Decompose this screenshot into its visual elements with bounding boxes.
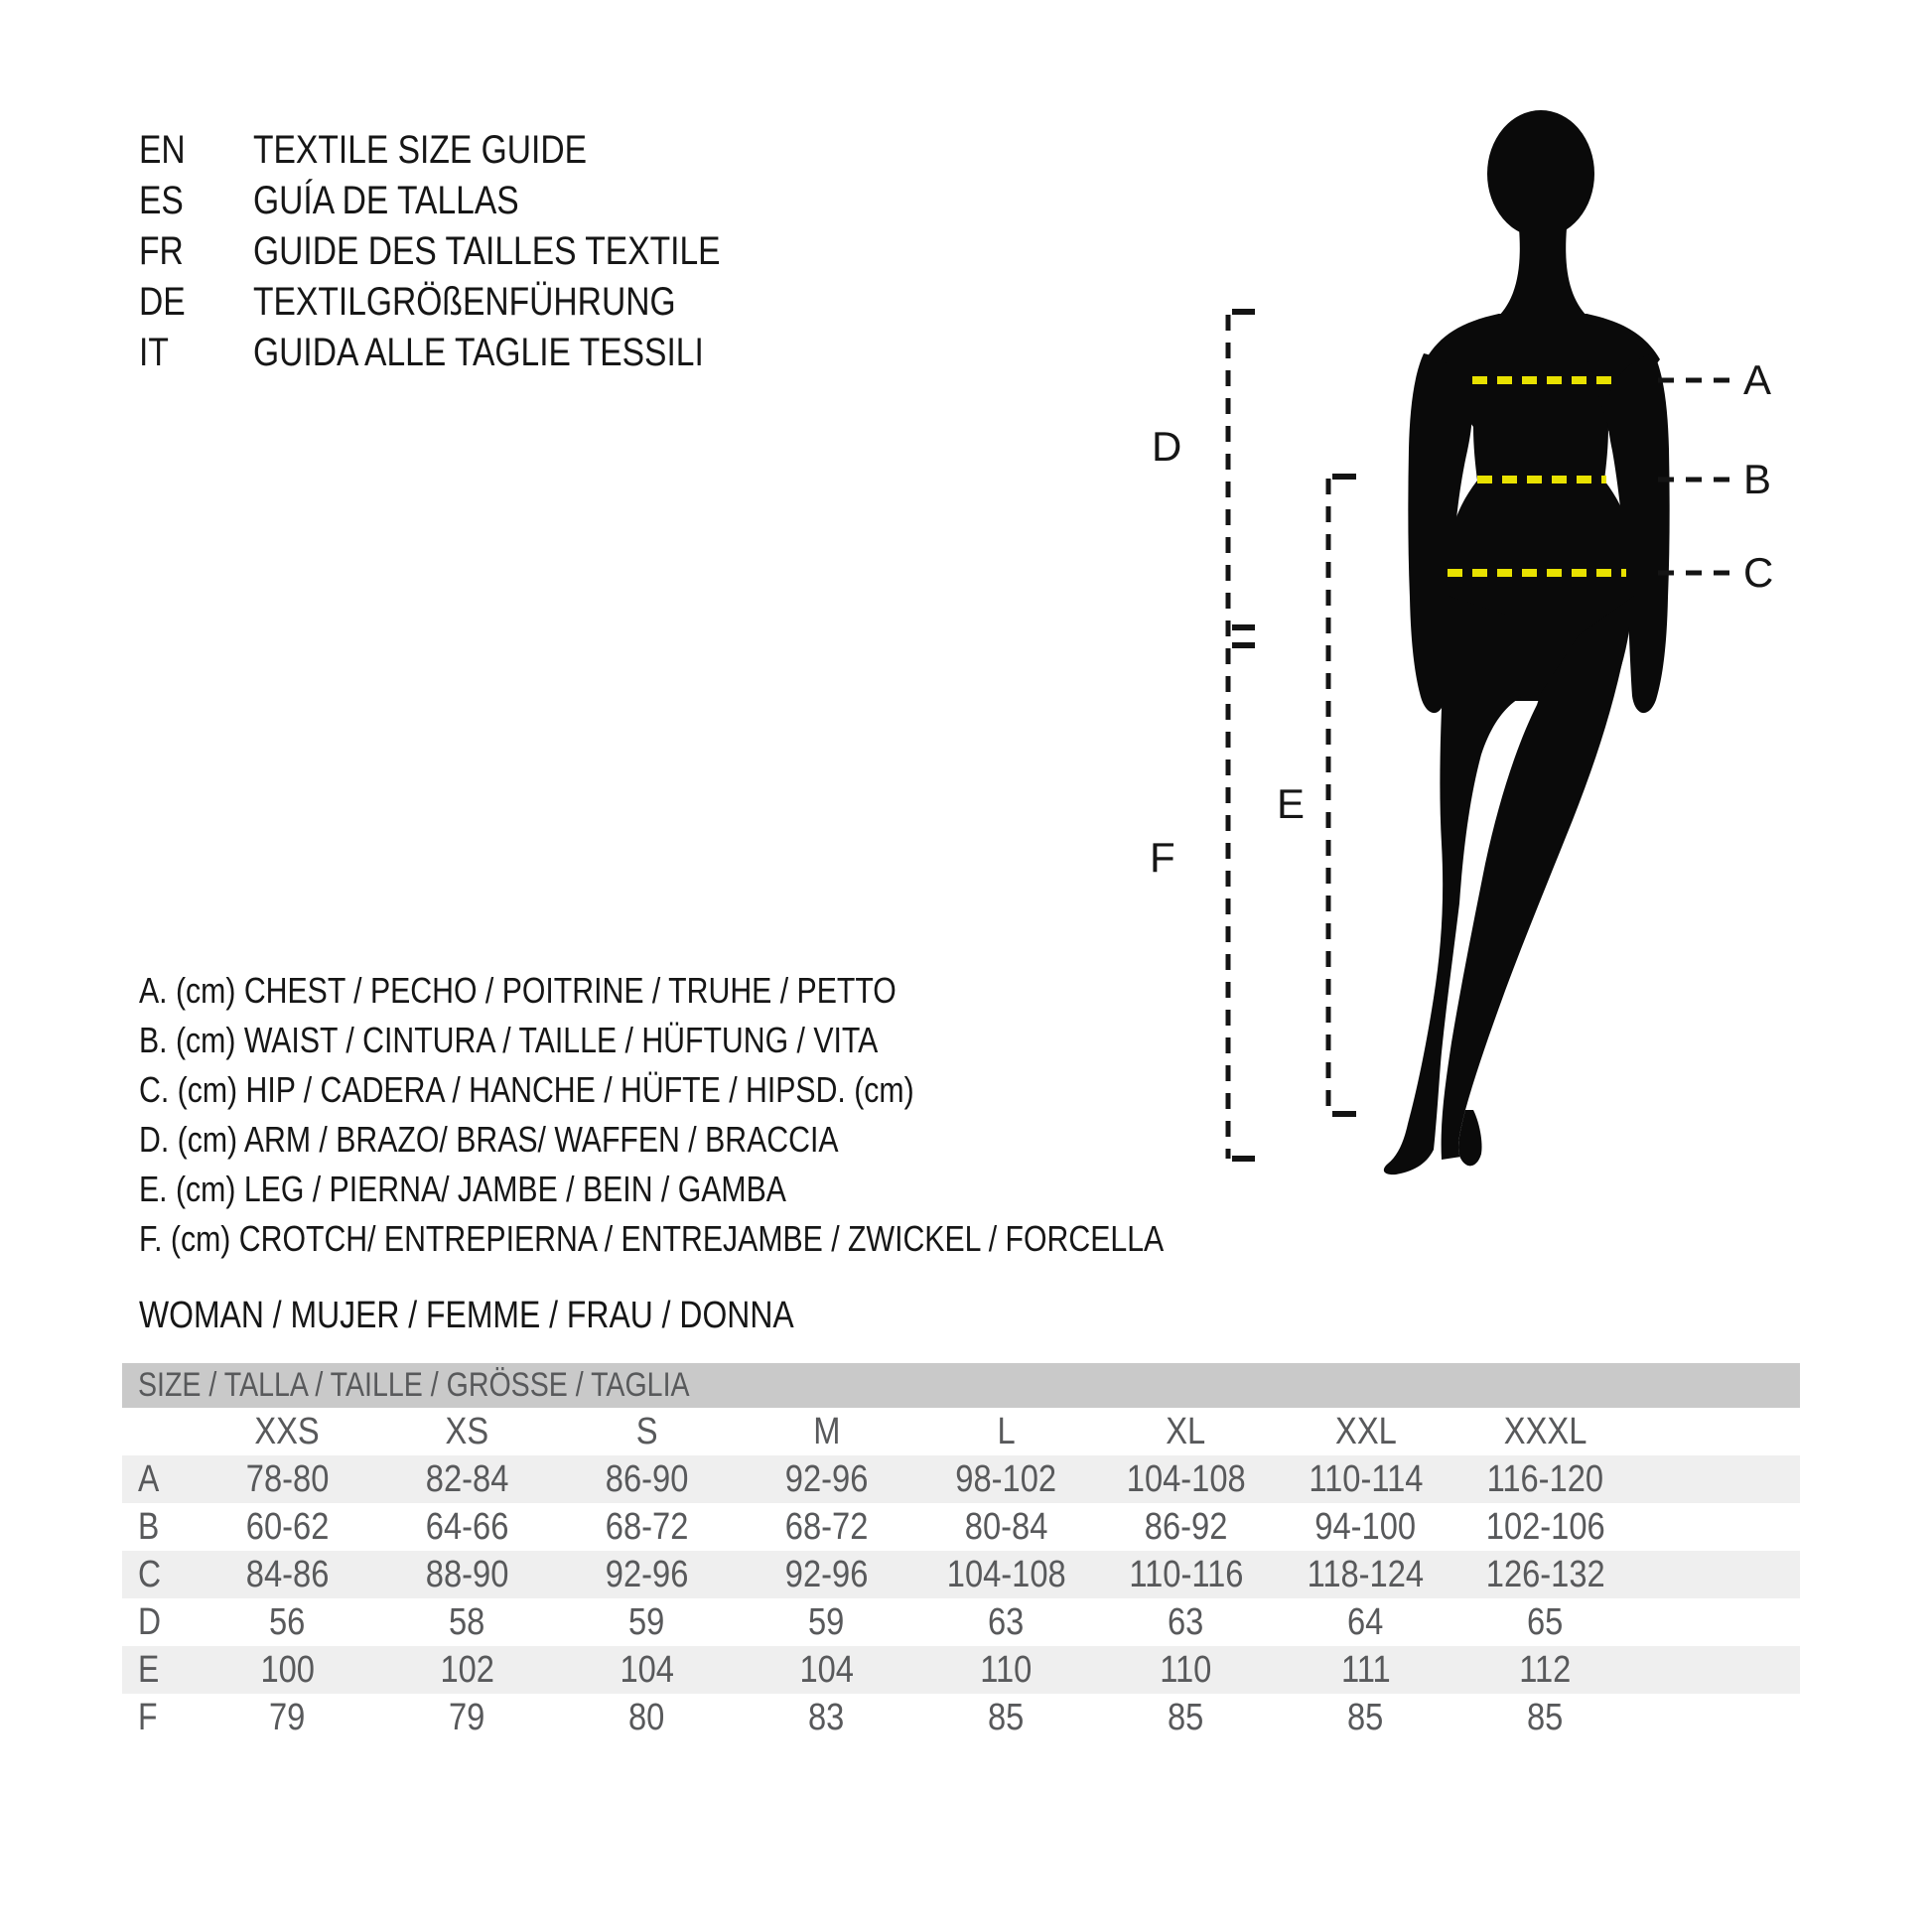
audience-heading <box>139 1291 918 1340</box>
cell-value: 112 <box>1519 1648 1572 1691</box>
label-arm-D: D <box>1152 423 1182 470</box>
row-label: C <box>138 1553 162 1595</box>
cell-value: 102 <box>440 1648 494 1691</box>
cell-value: 85 <box>1527 1696 1564 1738</box>
language-code-fr: FR <box>139 229 184 273</box>
row-label: E <box>138 1648 160 1691</box>
label-leg-E: E <box>1277 780 1306 827</box>
size-table-header-bar <box>122 1363 1800 1408</box>
table-row-C <box>122 1551 1800 1598</box>
size-col-xs: XS <box>445 1410 489 1452</box>
audience-heading-text: WOMAN / MUJER / FEMME / FRAU / DONNA <box>139 1294 794 1336</box>
row-label: B <box>138 1505 160 1548</box>
cell-value: 92-96 <box>605 1553 689 1595</box>
cell-value: 80 <box>628 1696 665 1738</box>
cell-value: 94-100 <box>1314 1505 1417 1548</box>
cell-value: 65 <box>1527 1600 1564 1643</box>
cell-value: 79 <box>269 1696 306 1738</box>
cell-value: 110-116 <box>1128 1553 1244 1595</box>
label-hip-C: C <box>1743 549 1774 596</box>
size-table-header-text: SIZE / TALLA / TAILLE / GRÖSSE / TAGLIA <box>138 1366 690 1404</box>
size-col-header <box>198 1411 377 1453</box>
guide-title-en: TEXTILE SIZE GUIDE <box>253 128 588 172</box>
table-row-D <box>122 1598 1800 1646</box>
cell-value: 79 <box>449 1696 485 1738</box>
cell-value: 80-84 <box>964 1505 1048 1548</box>
cell-value: 111 <box>1340 1648 1391 1691</box>
cell-value: 78-80 <box>245 1457 330 1500</box>
size-col-header <box>737 1411 916 1453</box>
cell-value: 110 <box>980 1648 1033 1691</box>
cell-value: 63 <box>1168 1600 1204 1643</box>
table-row-A <box>122 1455 1800 1503</box>
table-row-F <box>122 1694 1800 1741</box>
legend-item-leg: E. (cm) LEG / PIERNA/ JAMBE / BEIN / GAMBA <box>139 1169 786 1209</box>
size-table <box>122 1363 1800 1741</box>
label-chest-A: A <box>1743 356 1772 403</box>
title-row-de <box>139 277 809 328</box>
cell-value: 58 <box>449 1600 485 1643</box>
cell-value: 85 <box>1168 1696 1204 1738</box>
cell-value: 63 <box>988 1600 1025 1643</box>
woman-silhouette <box>1384 110 1670 1174</box>
cell-value: 68-72 <box>784 1505 869 1548</box>
language-code-es: ES <box>139 179 184 222</box>
title-row-it <box>139 328 809 378</box>
cell-value: 110 <box>1160 1648 1212 1691</box>
size-col-xxxl: XXXL <box>1503 1410 1587 1452</box>
woman-silhouette-diagram <box>1092 60 1932 1291</box>
cell-value: 68-72 <box>605 1505 689 1548</box>
language-code-it: IT <box>139 331 169 374</box>
title-row-fr <box>139 226 809 277</box>
cell-value: 85 <box>1347 1696 1384 1738</box>
legend-item-waist: B. (cm) WAIST / CINTURA / TAILLE / HÜFTUNG / VITA <box>139 1020 879 1060</box>
size-col-s: S <box>635 1410 658 1452</box>
guide-title-it: GUIDA ALLE TAGLIE TESSILI <box>253 331 704 374</box>
cell-value: 56 <box>269 1600 306 1643</box>
title-row-en <box>139 125 809 176</box>
size-col-xl: XL <box>1166 1410 1206 1452</box>
size-table-sizes-row <box>122 1408 1800 1455</box>
cell-value: 59 <box>808 1600 845 1643</box>
language-code-de: DE <box>139 280 186 324</box>
cell-value: 102-106 <box>1485 1505 1605 1548</box>
row-label: F <box>138 1696 158 1738</box>
title-row-es <box>139 176 809 226</box>
cell-value: 82-84 <box>425 1457 509 1500</box>
measure-ticks <box>1232 312 1356 1159</box>
cell-value: 86-92 <box>1144 1505 1228 1548</box>
legend-item-hip: C. (cm) HIP / CADERA / HANCHE / HÜFTE / HIPSD. (cm) <box>139 1069 914 1110</box>
cell-value: 59 <box>628 1600 665 1643</box>
size-col-header <box>377 1411 557 1453</box>
legend-item-arm: D. (cm) ARM / BRAZO/ BRAS/ WAFFEN / BRACCIA <box>139 1119 839 1160</box>
cell-value: 104-108 <box>1126 1457 1246 1500</box>
language-code-en: EN <box>139 128 186 172</box>
cell-value: 64-66 <box>425 1505 509 1548</box>
size-col-xxl: XXL <box>1334 1410 1397 1452</box>
cell-value: 116-120 <box>1486 1457 1604 1500</box>
cell-value: 84-86 <box>245 1553 330 1595</box>
cell-value: 104 <box>620 1648 674 1691</box>
size-col-xxs: XXS <box>254 1410 321 1452</box>
size-col-header <box>1276 1411 1455 1453</box>
cell-value: 100 <box>260 1648 315 1691</box>
size-col-l: L <box>997 1410 1016 1452</box>
label-waist-B: B <box>1743 456 1772 502</box>
cell-value: 60-62 <box>245 1505 330 1548</box>
measurement-figure <box>1092 60 1932 1291</box>
cell-value: 104 <box>799 1648 854 1691</box>
guide-title-es: GUÍA DE TALLAS <box>253 179 519 222</box>
label-crotch-F: F <box>1150 834 1175 881</box>
legend-item-chest: A. (cm) CHEST / PECHO / POITRINE / TRUHE / PETTO <box>139 970 897 1011</box>
size-col-header <box>557 1411 737 1453</box>
guide-title-fr: GUIDE DES TAILLES TEXTILE <box>253 229 721 273</box>
cell-value: 92-96 <box>784 1457 869 1500</box>
cell-value: 104-108 <box>946 1553 1066 1595</box>
size-col-header <box>1096 1411 1276 1453</box>
cell-value: 85 <box>988 1696 1025 1738</box>
table-row-E <box>122 1646 1800 1694</box>
row-label: A <box>138 1457 160 1500</box>
cell-value: 110-114 <box>1308 1457 1424 1500</box>
cell-value: 83 <box>808 1696 845 1738</box>
size-col-header <box>1455 1411 1635 1453</box>
row-label: D <box>138 1600 162 1643</box>
cell-value: 64 <box>1347 1600 1384 1643</box>
size-col-header <box>916 1411 1096 1453</box>
table-row-B <box>122 1503 1800 1551</box>
size-col-m: M <box>812 1410 841 1452</box>
cell-value: 118-124 <box>1307 1553 1425 1595</box>
cell-value: 98-102 <box>955 1457 1057 1500</box>
guide-title-de: TEXTILGRÖßENFÜHRUNG <box>253 280 676 324</box>
language-title-block <box>139 125 809 378</box>
cell-value: 126-132 <box>1485 1553 1605 1595</box>
cell-value: 86-90 <box>605 1457 689 1500</box>
cell-value: 88-90 <box>425 1553 509 1595</box>
cell-value: 92-96 <box>784 1553 869 1595</box>
legend-item-crotch: F. (cm) CROTCH/ ENTREPIERNA / ENTREJAMBE / ZWICKEL / FORCELLA <box>139 1218 1165 1259</box>
